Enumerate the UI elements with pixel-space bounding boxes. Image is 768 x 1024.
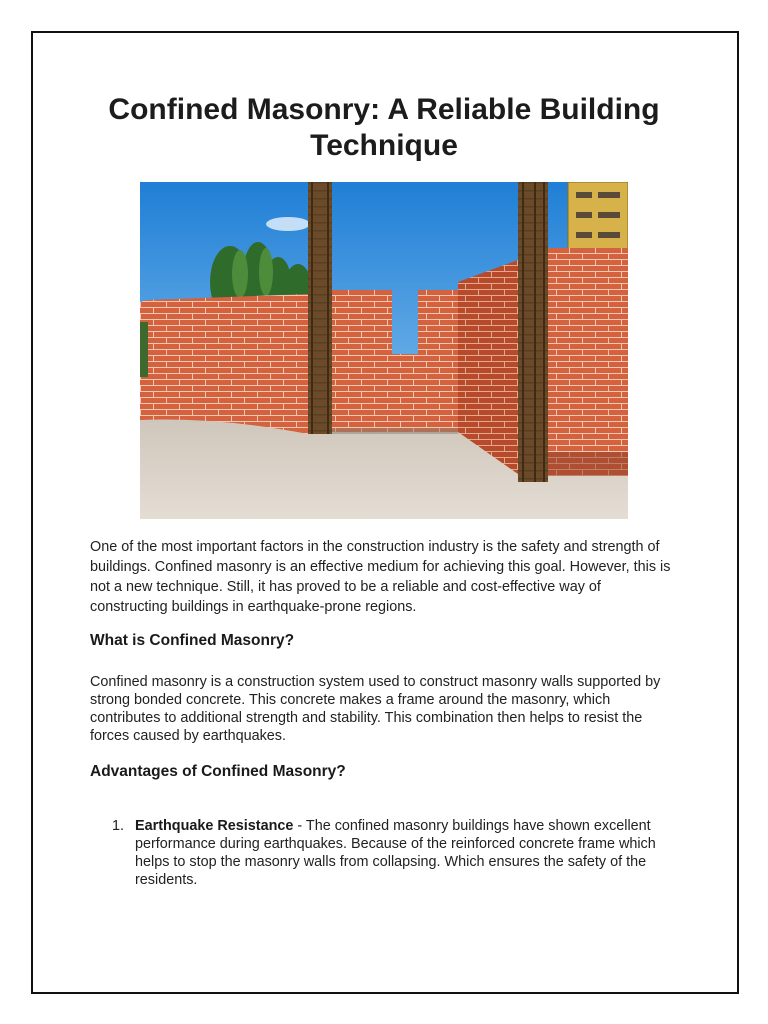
list-item-term: Earthquake Resistance: [135, 818, 294, 834]
intro-paragraph: One of the most important factors in the construction industry is the safety and strength of buildings. Confined masonry is an effective medium for achieving this goal. However, this is not a new technique. Still, it has proved to be a reliable and cost-effective way of constructing buildings in earthquake-prone regions.: [90, 539, 671, 615]
list-item: [90, 817, 680, 889]
section-heading-what: What is Confined Masonry?: [90, 632, 295, 649]
list-item-number: 1.: [112, 818, 125, 834]
hero-image: [140, 182, 628, 519]
list-item-text: - The confined masonry buildings have shown excellent performance during earthquakes. Because of the reinforced concrete frame which helps to stop the masonry walls from collapsing. Which ensures the safety of the residents.: [135, 818, 656, 888]
advantages-list: [90, 817, 680, 889]
page-title: Confined Masonry: A Reliable Building Technique: [108, 93, 660, 162]
section-heading-advantages: Advantages of Confined Masonry?: [90, 763, 346, 780]
section-what-paragraph: Confined masonry is a construction system used to construct masonry walls supported by strong bonded concrete. This concrete makes a frame around the masonry, which contributes to additional strength and stability. This combination then helps to resist the forces caused by earthquakes.: [90, 674, 661, 744]
